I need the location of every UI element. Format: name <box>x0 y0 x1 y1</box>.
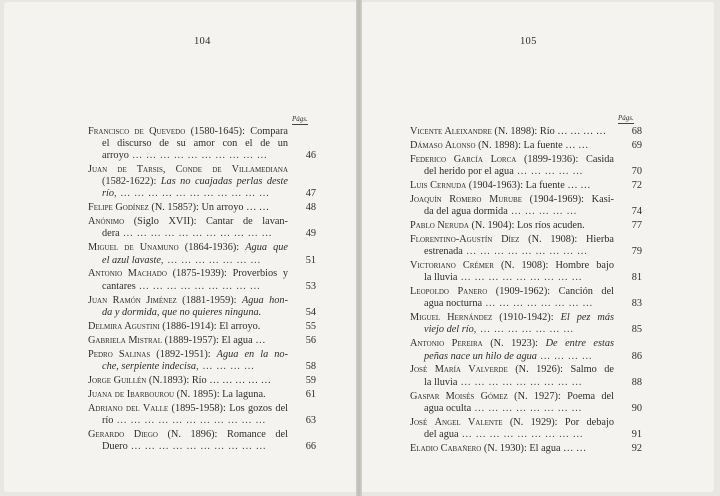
leader-dots: … … … … … … … … … <box>458 428 584 440</box>
toc-entry-line <box>88 228 288 240</box>
entry-text: (N. 1908): Hierba <box>519 234 614 246</box>
author-name: Pedro Salinas <box>88 348 151 360</box>
entry-text: (N. 1929): Por debajo <box>502 416 614 428</box>
toc-entry <box>88 389 316 401</box>
toc-page-number: 85 <box>631 324 642 336</box>
toc-page-number: 46 <box>305 150 316 162</box>
toc-entry <box>88 295 316 319</box>
entry-text: del herido por el agua <box>424 166 514 178</box>
toc-page-number: 55 <box>305 320 316 332</box>
toc-entry <box>410 260 642 284</box>
toc-entry-line <box>88 403 288 415</box>
toc-entry-line <box>410 246 614 258</box>
entry-text: (1864-1936): <box>178 242 246 254</box>
entry-text: el discurso de su amor con el de un <box>102 138 288 150</box>
table-of-contents <box>410 126 642 457</box>
entry-text: la lluvia <box>424 376 458 388</box>
entry-text: (N. 1895): La laguna. <box>174 388 266 400</box>
toc-entry <box>88 349 316 373</box>
toc-entry-line <box>410 377 614 389</box>
toc-entry-line <box>410 312 614 324</box>
toc-entry-line <box>88 268 288 280</box>
author-name: Francisco de Quevedo <box>88 126 186 137</box>
toc-entry-line <box>410 260 614 272</box>
author-name: Luis Cernuda <box>410 180 467 192</box>
entry-text: estrenada <box>424 246 463 258</box>
leader-dots: … … … … … <box>507 206 578 218</box>
toc-entry <box>410 220 642 232</box>
toc-page-number: 83 <box>631 298 642 310</box>
toc-page-number: 66 <box>305 440 316 452</box>
entry-text: del agua <box>424 428 459 440</box>
entry-text: (1889-1957): El agua … <box>162 334 266 346</box>
toc-page-number: 77 <box>631 220 642 232</box>
entry-text: che, serpiente indecisa <box>102 360 197 372</box>
entry-text: da del agua dormida <box>424 206 508 218</box>
author-name: Juan de Tarsis, Conde de Villamediana <box>88 164 288 176</box>
entry-text: río <box>102 188 115 200</box>
author-name: Federico García Lorca <box>410 153 517 165</box>
author-name: Vicente Aleixandre <box>410 126 492 137</box>
entry-text: Las no cuajadas perlas deste <box>160 176 288 188</box>
toc-entry-line <box>88 281 288 293</box>
toc-entry-line <box>410 194 614 206</box>
entry-text: (1895-1958): Los gozos del <box>168 402 288 414</box>
author-name: Florentino-Agustín Díez <box>410 234 520 246</box>
entry-text: Duero <box>102 440 128 452</box>
entry-text: (N.1893): Río … … … … … <box>146 374 272 386</box>
toc-entry-line <box>410 272 614 284</box>
toc-entry <box>410 443 642 455</box>
toc-page-number: 48 <box>305 202 316 214</box>
toc-entry-line <box>88 216 288 228</box>
leader-dots: … … … … … … … … <box>471 402 583 414</box>
entry-text: (N. 1898): La fuente … … <box>475 139 589 151</box>
author-name: Gerardo Diego <box>88 428 158 440</box>
toc-entry <box>410 364 642 388</box>
toc-entry-line <box>88 188 288 200</box>
entry-text: (1899-1936): Casida <box>516 153 614 165</box>
toc-entry-line <box>410 286 614 298</box>
toc-page-number: 79 <box>631 246 642 258</box>
entry-text: río <box>102 414 114 426</box>
pages-column-label: Págs. <box>618 114 634 122</box>
author-name: Jorge Guillén <box>88 374 147 386</box>
toc-page-number: 69 <box>631 139 642 151</box>
toc-entry <box>410 194 642 218</box>
toc-entry <box>88 403 316 427</box>
author-name: Gabriela Mistral <box>88 334 162 346</box>
toc-page-number: 63 <box>305 414 316 426</box>
entry-text: la lluvia <box>424 272 458 284</box>
toc-entry <box>410 154 642 178</box>
toc-page-number: 54 <box>305 306 316 318</box>
toc-entry <box>410 126 642 138</box>
entry-text: (N. 1926): Salmo de <box>507 364 614 376</box>
entry-text: (N. 1908): Hombre bajo <box>493 260 614 272</box>
author-name: Miguel de Unamuno <box>88 242 179 254</box>
entry-text: dera <box>102 228 120 240</box>
entry-text: (1892-1951): <box>150 348 217 360</box>
toc-page-number: 88 <box>631 376 642 388</box>
toc-entry-line <box>88 150 288 162</box>
entry-text: (1910-1942): <box>492 312 561 324</box>
leader-dots: … … … … … … … … … <box>457 272 583 284</box>
toc-entry <box>88 321 316 333</box>
author-name: Gaspar Moisés Gómez <box>410 390 508 402</box>
entry-text: da y dormida, que no quieres ninguna. <box>102 306 262 318</box>
toc-page-number: 81 <box>631 272 642 284</box>
toc-entry-line <box>88 321 288 333</box>
author-name: Anónimo <box>88 216 125 228</box>
leader-dots: … … … … … … … … <box>482 298 594 310</box>
toc-entry-line <box>410 417 614 429</box>
author-name: Leopoldo Panero <box>410 286 488 298</box>
toc-entry-line <box>410 298 614 310</box>
toc-page-number: 51 <box>305 254 316 266</box>
toc-entry-line <box>88 138 288 150</box>
toc-page-number: 74 <box>631 206 642 218</box>
toc-entry-line <box>410 391 614 403</box>
entry-text: (N. 1898): Río … … … … <box>491 126 607 137</box>
toc-page-number: 72 <box>631 180 642 192</box>
entry-text: (N. 1923): <box>482 338 546 350</box>
toc-entry <box>88 268 316 292</box>
toc-entry-line <box>88 335 288 347</box>
toc-page-number: 70 <box>631 166 642 178</box>
entry-text: peñas nace un hilo de agua <box>424 350 537 362</box>
leader-dots: , … … … … … … … … … … … <box>114 188 270 200</box>
leader-dots: … … … … … … … … … … <box>128 150 268 162</box>
entry-text: agua nocturna <box>424 298 483 310</box>
toc-page-number: 49 <box>305 228 316 240</box>
entry-text: (N. 1927): Poema del <box>507 390 614 402</box>
toc-entry <box>410 140 642 152</box>
toc-entry-line <box>88 255 288 267</box>
author-name: José María Valverde <box>410 364 508 376</box>
toc-entry-line <box>410 140 614 152</box>
entry-text: viejo del río <box>424 324 474 336</box>
entry-text: (1904-1969): Kasi- <box>522 194 614 206</box>
entry-text: arroyo <box>102 150 129 162</box>
entry-text: (1886-1914): El arroyo. <box>159 320 261 332</box>
leader-dots: … … … … … … … … … <box>457 376 583 388</box>
toc-page-number: 91 <box>631 428 642 440</box>
right-page <box>362 2 714 492</box>
author-name: Eladio Cabañero <box>410 442 482 454</box>
toc-entry-line <box>410 364 614 376</box>
entry-text: (Siglo XVII): Cantar de lavan- <box>124 216 288 228</box>
page-number: 104 <box>194 36 211 47</box>
toc-page-number: 58 <box>305 360 316 372</box>
toc-entry-line <box>88 242 288 254</box>
entry-text: De entre estas <box>545 338 614 350</box>
toc-page-number: 56 <box>305 334 316 346</box>
toc-entry-line <box>88 176 288 188</box>
leader-dots: … … … … … … … … … <box>462 246 588 258</box>
author-name: Antonio Pereira <box>410 338 483 350</box>
toc-entry-line <box>88 429 288 441</box>
toc-entry-line <box>410 443 614 455</box>
leader-dots: … … … … … … … … … … <box>127 440 267 452</box>
author-name: Adriano del Valle <box>88 402 169 414</box>
leader-dots: … … … … <box>536 350 593 362</box>
author-name: Pablo Neruda <box>410 220 469 232</box>
toc-entry-line <box>410 351 614 363</box>
leader-dots: , … … … … … … … <box>160 254 262 266</box>
toc-entry-line <box>410 154 614 166</box>
toc-page-number: 53 <box>305 280 316 292</box>
entry-text: (N. 1896): Romance del <box>157 428 288 440</box>
table-of-contents <box>88 126 316 455</box>
toc-entry-line <box>88 202 288 214</box>
toc-entry <box>88 242 316 266</box>
entry-text: (N. 1585?): Un arroyo … … <box>148 202 270 214</box>
toc-entry-line <box>88 415 288 427</box>
author-name: Dámaso Alonso <box>410 139 476 151</box>
toc-entry <box>410 417 642 441</box>
page-number: 105 <box>520 36 537 47</box>
toc-entry <box>410 286 642 310</box>
toc-entry-line <box>410 126 614 138</box>
toc-entry-line <box>410 324 614 336</box>
toc-page-number: 86 <box>631 350 642 362</box>
toc-entry <box>410 338 642 362</box>
toc-entry-line <box>88 361 288 373</box>
entry-text: cantares <box>102 280 136 292</box>
toc-entry <box>88 126 316 162</box>
toc-entry-line <box>410 429 614 441</box>
entry-text: el azul lavaste <box>102 254 161 266</box>
toc-entry-line <box>88 307 288 319</box>
toc-entry <box>88 429 316 453</box>
entry-text: (1580-1645): Compara <box>185 126 288 137</box>
entry-text: agua oculta <box>424 402 472 414</box>
toc-page-number: 68 <box>631 126 642 137</box>
author-name: Felipe Godínez <box>88 202 149 214</box>
entry-text: Agua que <box>245 242 288 254</box>
author-name: Joaquín Romero Murube <box>410 194 522 206</box>
pages-column-label: Págs. <box>292 115 308 123</box>
entry-text: (1582-1622): <box>102 176 161 188</box>
toc-entry-line <box>410 166 614 178</box>
toc-entry <box>88 375 316 387</box>
toc-entry-line <box>88 295 288 307</box>
toc-entry <box>410 312 642 336</box>
author-name: Delmira Agustini <box>88 320 160 332</box>
toc-entry-line <box>410 206 614 218</box>
author-name: Juana de Ibarbourou <box>88 388 175 400</box>
toc-page-number: 90 <box>631 402 642 414</box>
author-name: Miguel Hernández <box>410 312 493 324</box>
leader-dots: … … … … … <box>513 166 584 178</box>
toc-entry-line <box>88 126 288 138</box>
entry-text: (N. 1904): Los ríos acuden. <box>468 220 585 232</box>
toc-entry <box>88 335 316 347</box>
toc-entry <box>88 202 316 214</box>
toc-entry <box>410 234 642 258</box>
leader-dots: , … … … … … … … <box>473 324 574 336</box>
author-name: Juan Ramón Jiménez <box>88 294 177 306</box>
entry-text: (1875-1939): Proverbios y <box>166 268 288 280</box>
toc-page-number: 59 <box>305 374 316 386</box>
entry-text: El pez más <box>560 312 614 324</box>
toc-entry-line <box>88 441 288 453</box>
entry-text: Agua en la no- <box>216 348 288 360</box>
entry-text: (N. 1930): El agua … … <box>481 442 587 454</box>
toc-entry-line <box>410 234 614 246</box>
leader-dots: … … … … … … … … … <box>135 280 261 292</box>
author-name: Victoriano Crémer <box>410 260 494 272</box>
toc-page-number: 92 <box>631 442 642 454</box>
leader-dots: , … … … … <box>196 360 255 372</box>
leader-dots: … … … … … … … … … … … <box>119 228 273 240</box>
toc-page-number: 47 <box>305 188 316 200</box>
toc-entry-line <box>88 164 288 176</box>
toc-entry-line <box>410 220 614 232</box>
toc-entry-line <box>410 403 614 415</box>
toc-entry <box>410 180 642 192</box>
toc-entry <box>88 164 316 200</box>
leader-dots: … … … … … … … … … … … <box>113 414 267 426</box>
author-name: Antonio Machado <box>88 268 167 280</box>
toc-entry-line <box>88 389 288 401</box>
left-page <box>4 2 356 492</box>
entry-text: Agua hon- <box>241 294 288 306</box>
toc-page-number: 61 <box>305 388 316 400</box>
toc-entry <box>88 216 316 240</box>
entry-text: (1909-1962): Canción del <box>487 286 614 298</box>
entry-text: (1904-1963): La fuente … … <box>466 180 591 192</box>
toc-entry-line <box>410 338 614 350</box>
toc-entry-line <box>410 180 614 192</box>
toc-entry-line <box>88 349 288 361</box>
author-name: José Ángel Valente <box>410 416 503 428</box>
entry-text: (1881-1959): <box>176 294 242 306</box>
toc-entry <box>410 391 642 415</box>
toc-entry-line <box>88 375 288 387</box>
